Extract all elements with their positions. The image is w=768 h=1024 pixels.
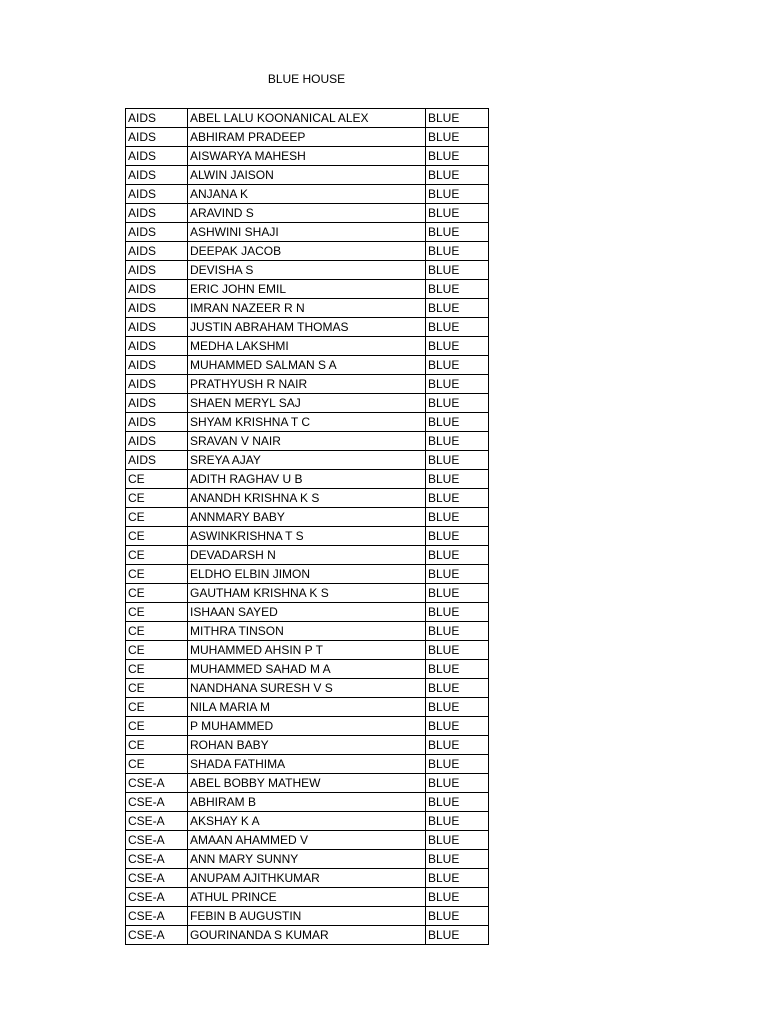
student-name-cell: MEDHA LAKSHMI xyxy=(188,337,426,356)
student-name-cell: FEBIN B AUGUSTIN xyxy=(188,907,426,926)
department-cell: AIDS xyxy=(126,242,188,261)
student-name-cell: SHADA FATHIMA xyxy=(188,755,426,774)
house-cell: BLUE xyxy=(426,565,489,584)
student-name-cell: ANJANA K xyxy=(188,185,426,204)
student-name-cell: SRAVAN V NAIR xyxy=(188,432,426,451)
department-cell: CSE-A xyxy=(126,812,188,831)
department-cell: CE xyxy=(126,641,188,660)
student-name-cell: MUHAMMED SAHAD M A xyxy=(188,660,426,679)
house-cell: BLUE xyxy=(426,128,489,147)
department-cell: AIDS xyxy=(126,128,188,147)
house-roster-table xyxy=(125,108,489,945)
department-cell: CE xyxy=(126,565,188,584)
house-cell: BLUE xyxy=(426,622,489,641)
house-cell: BLUE xyxy=(426,793,489,812)
department-cell: AIDS xyxy=(126,261,188,280)
department-cell: CE xyxy=(126,660,188,679)
department-cell: CSE-A xyxy=(126,831,188,850)
student-name-cell: SHAEN MERYL SAJ xyxy=(188,394,426,413)
table-row xyxy=(126,603,489,622)
house-cell: BLUE xyxy=(426,147,489,166)
table-row xyxy=(126,812,489,831)
student-name-cell: PRATHYUSH R NAIR xyxy=(188,375,426,394)
table-row xyxy=(126,356,489,375)
department-cell: CE xyxy=(126,584,188,603)
department-cell: CSE-A xyxy=(126,774,188,793)
table-row xyxy=(126,451,489,470)
house-cell: BLUE xyxy=(426,736,489,755)
table-row xyxy=(126,679,489,698)
department-cell: AIDS xyxy=(126,337,188,356)
house-cell: BLUE xyxy=(426,337,489,356)
table-row xyxy=(126,299,489,318)
department-cell: CSE-A xyxy=(126,926,188,945)
house-cell: BLUE xyxy=(426,755,489,774)
house-cell: BLUE xyxy=(426,926,489,945)
table-row xyxy=(126,717,489,736)
student-name-cell: ANANDH KRISHNA K S xyxy=(188,489,426,508)
table-row xyxy=(126,261,489,280)
table-row xyxy=(126,204,489,223)
house-cell: BLUE xyxy=(426,869,489,888)
house-cell: BLUE xyxy=(426,470,489,489)
house-cell: BLUE xyxy=(426,223,489,242)
student-name-cell: MITHRA TINSON xyxy=(188,622,426,641)
house-cell: BLUE xyxy=(426,299,489,318)
house-cell: BLUE xyxy=(426,660,489,679)
student-name-cell: ERIC JOHN EMIL xyxy=(188,280,426,299)
student-name-cell: P MUHAMMED xyxy=(188,717,426,736)
house-cell: BLUE xyxy=(426,204,489,223)
house-cell: BLUE xyxy=(426,413,489,432)
department-cell: CSE-A xyxy=(126,888,188,907)
department-cell: CE xyxy=(126,755,188,774)
department-cell: AIDS xyxy=(126,299,188,318)
student-name-cell: ALWIN JAISON xyxy=(188,166,426,185)
table-row xyxy=(126,109,489,128)
house-cell: BLUE xyxy=(426,242,489,261)
student-name-cell: GAUTHAM KRISHNA K S xyxy=(188,584,426,603)
table-row xyxy=(126,831,489,850)
department-cell: CSE-A xyxy=(126,907,188,926)
table-row xyxy=(126,470,489,489)
house-cell: BLUE xyxy=(426,375,489,394)
table-row xyxy=(126,736,489,755)
table-row xyxy=(126,755,489,774)
house-cell: BLUE xyxy=(426,318,489,337)
student-name-cell: SHYAM KRISHNA T C xyxy=(188,413,426,432)
table-row xyxy=(126,584,489,603)
house-cell: BLUE xyxy=(426,166,489,185)
house-cell: BLUE xyxy=(426,812,489,831)
student-name-cell: ASWINKRISHNA T S xyxy=(188,527,426,546)
department-cell: AIDS xyxy=(126,223,188,242)
house-cell: BLUE xyxy=(426,432,489,451)
department-cell: CE xyxy=(126,508,188,527)
department-cell: AIDS xyxy=(126,451,188,470)
department-cell: AIDS xyxy=(126,413,188,432)
table-row xyxy=(126,337,489,356)
table-row xyxy=(126,793,489,812)
department-cell: AIDS xyxy=(126,166,188,185)
table-row xyxy=(126,508,489,527)
student-name-cell: ISHAAN SAYED xyxy=(188,603,426,622)
department-cell: AIDS xyxy=(126,109,188,128)
student-name-cell: NILA MARIA M xyxy=(188,698,426,717)
student-name-cell: DEVISHA S xyxy=(188,261,426,280)
house-cell: BLUE xyxy=(426,508,489,527)
house-cell: BLUE xyxy=(426,679,489,698)
table-row xyxy=(126,318,489,337)
department-cell: CE xyxy=(126,698,188,717)
table-row xyxy=(126,375,489,394)
roster-body xyxy=(126,109,489,945)
house-cell: BLUE xyxy=(426,850,489,869)
table-row xyxy=(126,432,489,451)
department-cell: AIDS xyxy=(126,356,188,375)
table-row xyxy=(126,128,489,147)
department-cell: AIDS xyxy=(126,147,188,166)
house-cell: BLUE xyxy=(426,109,489,128)
table-row xyxy=(126,907,489,926)
department-cell: CE xyxy=(126,527,188,546)
house-cell: BLUE xyxy=(426,451,489,470)
house-cell: BLUE xyxy=(426,261,489,280)
department-cell: AIDS xyxy=(126,204,188,223)
table-row xyxy=(126,147,489,166)
table-row xyxy=(126,698,489,717)
table-row xyxy=(126,641,489,660)
department-cell: AIDS xyxy=(126,375,188,394)
house-cell: BLUE xyxy=(426,280,489,299)
student-name-cell: MUHAMMED SALMAN S A xyxy=(188,356,426,375)
house-cell: BLUE xyxy=(426,774,489,793)
house-cell: BLUE xyxy=(426,907,489,926)
student-name-cell: DEVADARSH N xyxy=(188,546,426,565)
table-row xyxy=(126,242,489,261)
department-cell: AIDS xyxy=(126,432,188,451)
student-name-cell: ABHIRAM B xyxy=(188,793,426,812)
student-name-cell: ANUPAM AJITHKUMAR xyxy=(188,869,426,888)
student-name-cell: AMAAN AHAMMED V xyxy=(188,831,426,850)
department-cell: CE xyxy=(126,470,188,489)
house-cell: BLUE xyxy=(426,489,489,508)
house-cell: BLUE xyxy=(426,527,489,546)
department-cell: AIDS xyxy=(126,185,188,204)
student-name-cell: ANNMARY BABY xyxy=(188,508,426,527)
table-row xyxy=(126,850,489,869)
department-cell: CE xyxy=(126,717,188,736)
department-cell: AIDS xyxy=(126,318,188,337)
student-name-cell: ROHAN BABY xyxy=(188,736,426,755)
house-cell: BLUE xyxy=(426,356,489,375)
student-name-cell: IMRAN NAZEER R N xyxy=(188,299,426,318)
department-cell: AIDS xyxy=(126,394,188,413)
house-cell: BLUE xyxy=(426,717,489,736)
student-name-cell: AKSHAY K A xyxy=(188,812,426,831)
student-name-cell: ABEL BOBBY MATHEW xyxy=(188,774,426,793)
table-row xyxy=(126,622,489,641)
department-cell: CSE-A xyxy=(126,869,188,888)
table-row xyxy=(126,774,489,793)
house-cell: BLUE xyxy=(426,603,489,622)
table-row xyxy=(126,565,489,584)
department-cell: CE xyxy=(126,679,188,698)
student-name-cell: ELDHO ELBIN JIMON xyxy=(188,565,426,584)
department-cell: CE xyxy=(126,489,188,508)
student-name-cell: ANN MARY SUNNY xyxy=(188,850,426,869)
table-row xyxy=(126,413,489,432)
department-cell: AIDS xyxy=(126,280,188,299)
table-row xyxy=(126,660,489,679)
table-row xyxy=(126,869,489,888)
house-cell: BLUE xyxy=(426,641,489,660)
table-row xyxy=(126,185,489,204)
house-cell: BLUE xyxy=(426,584,489,603)
house-cell: BLUE xyxy=(426,394,489,413)
house-cell: BLUE xyxy=(426,831,489,850)
student-name-cell: ASHWINI SHAJI xyxy=(188,223,426,242)
table-row xyxy=(126,280,489,299)
student-name-cell: DEEPAK JACOB xyxy=(188,242,426,261)
table-row xyxy=(126,546,489,565)
department-cell: CE xyxy=(126,546,188,565)
student-name-cell: ABHIRAM PRADEEP xyxy=(188,128,426,147)
department-cell: CSE-A xyxy=(126,850,188,869)
student-name-cell: SREYA AJAY xyxy=(188,451,426,470)
table-row xyxy=(126,489,489,508)
table-row xyxy=(126,888,489,907)
house-cell: BLUE xyxy=(426,185,489,204)
house-cell: BLUE xyxy=(426,698,489,717)
house-cell: BLUE xyxy=(426,888,489,907)
department-cell: CE xyxy=(126,736,188,755)
student-name-cell: NANDHANA SURESH V S xyxy=(188,679,426,698)
department-cell: CE xyxy=(126,603,188,622)
table-row xyxy=(126,394,489,413)
student-name-cell: JUSTIN ABRAHAM THOMAS xyxy=(188,318,426,337)
table-row xyxy=(126,223,489,242)
page-title: BLUE HOUSE xyxy=(267,72,346,86)
student-name-cell: GOURINANDA S KUMAR xyxy=(188,926,426,945)
table-row xyxy=(126,926,489,945)
house-cell: BLUE xyxy=(426,546,489,565)
table-row xyxy=(126,527,489,546)
student-name-cell: AISWARYA MAHESH xyxy=(188,147,426,166)
table-row xyxy=(126,166,489,185)
student-name-cell: ATHUL PRINCE xyxy=(188,888,426,907)
student-name-cell: ABEL LALU KOONANICAL ALEX xyxy=(188,109,426,128)
student-name-cell: ADITH RAGHAV U B xyxy=(188,470,426,489)
student-name-cell: MUHAMMED AHSIN P T xyxy=(188,641,426,660)
department-cell: CSE-A xyxy=(126,793,188,812)
department-cell: CE xyxy=(126,622,188,641)
student-name-cell: ARAVIND S xyxy=(188,204,426,223)
